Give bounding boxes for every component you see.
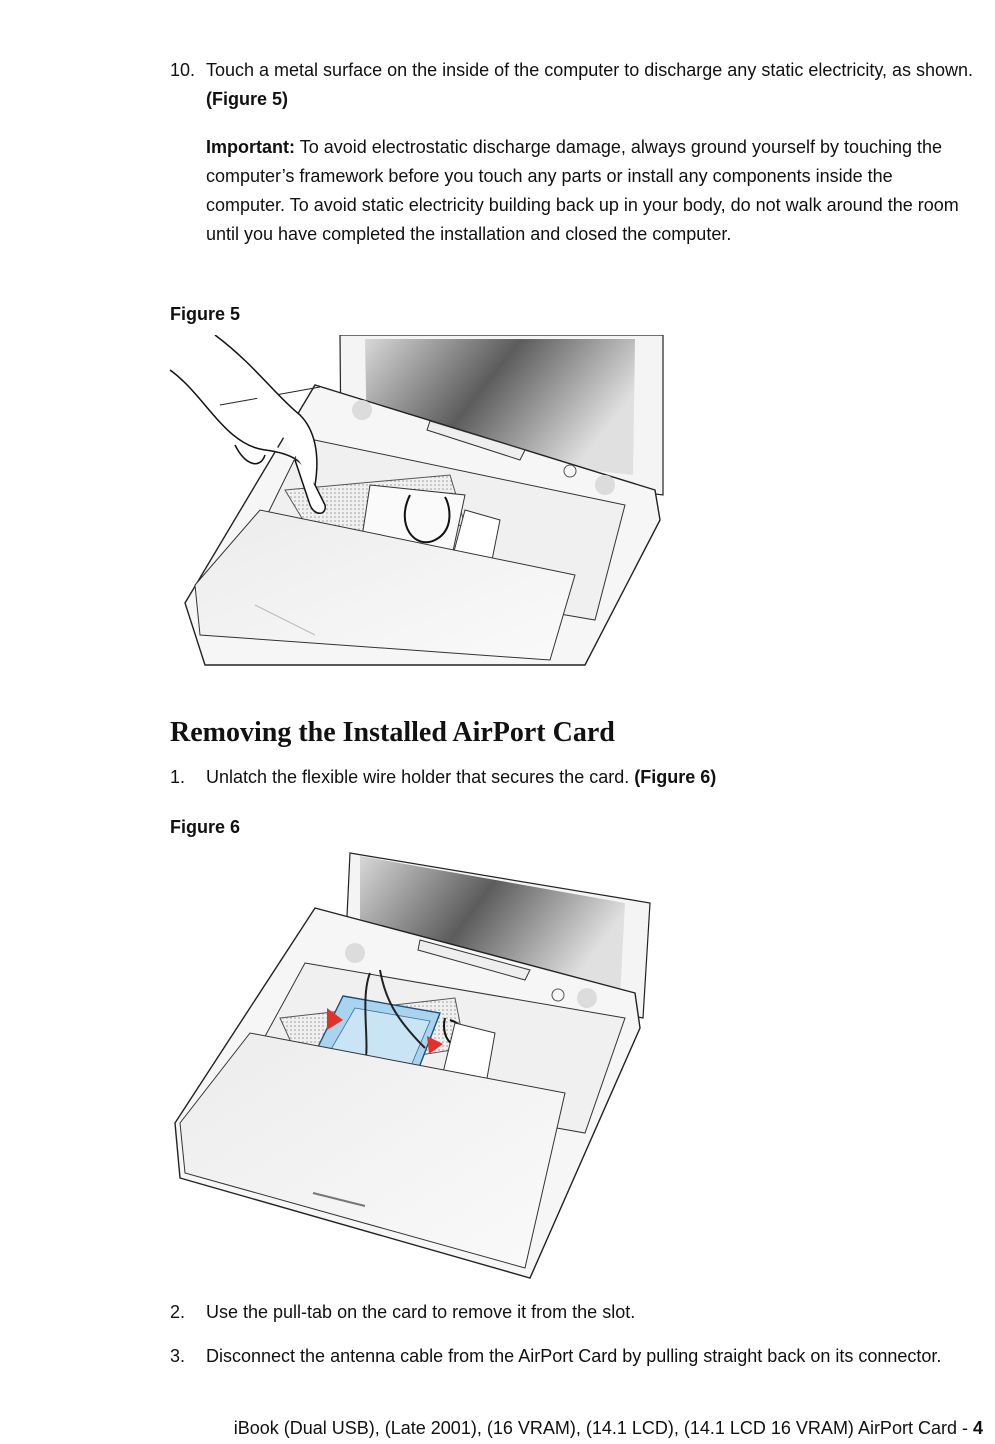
footer-title: iBook (Dual USB), (Late 2001), (16 VRAM), (14.1 LCD), (14.1 LCD 16 VRAM) AirPort Card -: [233, 1418, 968, 1438]
important-note: [206, 133, 966, 249]
figure-6-label: Figure 6: [170, 817, 241, 837]
important-label: Important:: [206, 137, 295, 157]
step-1-number: 1.: [170, 767, 186, 787]
step-1-figure-ref: (Figure 6): [634, 767, 717, 787]
step-10-number: 10.: [170, 60, 196, 80]
page-footer: [234, 1418, 983, 1439]
page-number: 4: [972, 1418, 983, 1438]
section-heading: Removing the Installed AirPort Card: [170, 717, 615, 748]
figure-6-illustration: [165, 848, 665, 1280]
step-10-body: Touch a metal surface on the inside of the computer to discharge any static electricity, as shown.: [206, 60, 974, 80]
step-1-body: Unlatch the flexible wire holder that secures the card.: [206, 767, 630, 787]
step-3-text: Disconnect the antenna cable from the AirPort Card by pulling straight back on its connector.: [206, 1346, 942, 1366]
figure-5-illustration: [165, 335, 675, 670]
step-2-text: Use the pull-tab on the card to remove it from the slot.: [206, 1302, 636, 1322]
important-text: To avoid electrostatic discharge damage, always ground yourself by touching the computer’s framework before you touch any parts or install any components inside the computer. To avoid static electricity building back up in your body, do not walk around the room until you have completed the installation and closed the computer.: [206, 137, 959, 244]
step-1-text: [206, 763, 966, 792]
step-3-number: 3.: [170, 1346, 186, 1366]
step-10-figure-ref: (Figure 5): [206, 89, 289, 109]
figure-5-label: Figure 5: [170, 304, 241, 324]
step-2-number: 2.: [170, 1302, 186, 1322]
step-10-text: [206, 56, 992, 114]
